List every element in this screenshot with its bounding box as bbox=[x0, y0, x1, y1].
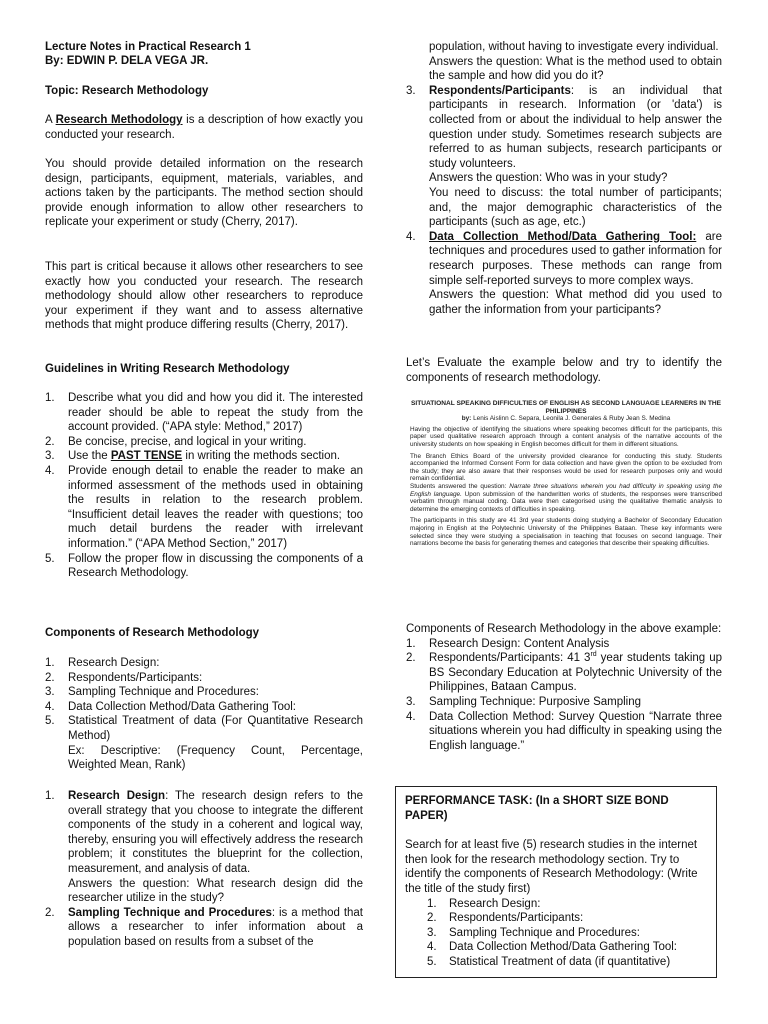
example-components bbox=[406, 622, 722, 753]
example-paragraph-4: The participants in this study are 41 3rd year students doing studying a Bachelor of Secondary Education majoring in English at the Polytechnic University of the Philippines Bataan. These key informants were selected since they were studying a specialisation in teaching that focuses on second language. Their narrations become the basis for generating themes and categories that describe their speaking difficulties. bbox=[410, 517, 722, 548]
guidelines-heading: Guidelines in Writing Research Methodology bbox=[45, 363, 290, 375]
list-item: 2. Sampling Technique and Procedures: is a method that allows a researcher to infer information about a population based on results from a subset of the bbox=[45, 906, 363, 948]
document-title: Lecture Notes in Practical Research 1 bbox=[45, 41, 251, 53]
example-paragraph-2: The Branch Ethics Board of the university provided clearance for conducting this study. Students accompanied the Informed Consent Form for data collection and have given the option to be excluded from the study; they are also aware that their responses would be used for research purposes only and would remain confidential. Students answered the question: Narrate three situations wherein you had difficulty in speaking using the English language. Upon submission of the handwritten works of students, the responses were transcribed verbatim through manual coding. Data were then categorised using the qualitative thematic analysis to determine the emerging contexts of difficulties in speaking. bbox=[410, 452, 722, 513]
example-title: SITUATIONAL SPEAKING DIFFICULTIES OF ENGLISH AS SECOND LANGUAGE LEARNERS IN THE PHILIPPINES bbox=[410, 400, 722, 415]
list-item: 1. Describe what you did and how you did it. The interested reader should be able to repeat the study from the account provided. (“APA style: Method,” 2017) bbox=[45, 392, 363, 434]
list-item: 3. Sampling Technique and Procedures: bbox=[427, 926, 640, 939]
list-item: 4. Data Collection Method/Data Gathering Tool: are techniques and procedures used to gather information for research purposes. These methods can range from simple self-reported surveys to more complex ways. Answers the question: What method did you used to gather the information from your participants? bbox=[406, 230, 722, 316]
list-item: 4. Data Collection Method/Data Gathering Tool: bbox=[45, 700, 297, 713]
past-tense-term: PAST TENSE bbox=[110, 450, 183, 463]
intro-definition: A Research Methodology is a description of how exactly you conducted your research. bbox=[45, 114, 363, 141]
list-item: 4. Data Collection Method/Data Gathering Tool: bbox=[427, 941, 678, 954]
component-details-list bbox=[45, 789, 363, 950]
example-study-excerpt bbox=[410, 400, 722, 552]
list-item: 1. Research Design: Content Analysis bbox=[406, 637, 610, 650]
author-line: By: EDWIN P. DELA VEGA JR. bbox=[45, 55, 209, 67]
components-heading: Components of Research Methodology bbox=[45, 627, 260, 639]
task-body: Search for at least five (5) research studies in the internet then look for the research methodology section. Try to identify the components of Research Methodology: (Write the title of the study first) bbox=[405, 839, 698, 895]
evaluate-instruction: Let’s Evaluate the example below and try to identify the components of research methodology. bbox=[406, 357, 722, 384]
list-item: 1. Research Design: The research design refers to the overall strategy that you choose to integrate the different components of the study in a coherent and logical way, thereby, ensuring you will effectively address the research problem; it constitutes the blueprint for the collection, measurement, and analysis of data. Answers the question: What research design did the researcher utilize in the study? bbox=[45, 790, 364, 905]
list-item: 2. Respondents/Participants: bbox=[427, 912, 584, 925]
topic-line: Topic: Research Methodology bbox=[45, 85, 209, 97]
component-details-continued bbox=[406, 40, 722, 317]
list-item: 5. Statistical Treatment of data (For Quantitative Research Method) Ex: Descriptive: (Frequency Count, Percentage, Weighted Mean, Rank) bbox=[45, 715, 363, 772]
example-authors: by: Lenis Aislinn C. Separa, Leonila J. Generales & Ruby Jean S. Medina bbox=[461, 415, 671, 423]
performance-task-box bbox=[395, 786, 717, 978]
statistical-example: Ex: Descriptive: (Frequency Count, Percentage, Weighted Mean, Rank) bbox=[68, 744, 363, 772]
example-paragraph-1: Having the objective of identifying the situations where speaking becomes difficult for the participants, this paper used qualitative research approach through a content analysis of the narrative accounts of the university students on how speaking in English becomes difficult for them in different situations. bbox=[410, 425, 722, 448]
list-item: 5. Statistical Treatment of data (if quantitative) bbox=[427, 955, 671, 968]
research-methodology-term: Research Methodology bbox=[55, 114, 183, 126]
intro-paragraph-3: This part is critical because it allows other researchers to see exactly how you conducted your research. The research methodology should allow other researchers to reproduce your experiment if they want and to assess alternative methods that might produce differing results (Cherry, 2017). bbox=[45, 261, 363, 332]
list-item: 4. Provide enough detail to enable the reader to make an informed assessment of the methods used in obtaining the results in relation to the research problem. “Insufficient detail leaves the reader with questions; too much detail burdens the reader with irrelevant information.” (“APA Method Section,” 2017) bbox=[45, 464, 363, 550]
intro-paragraph-2: You should provide detailed information on the research design, participants, equipment, materials, variables, and actions taken by the participants. The method section should provide enough information to allow other researchers to replicate your experiment or study (Cherry, 2017). bbox=[45, 158, 363, 229]
task-list bbox=[427, 897, 707, 970]
example-components-list bbox=[406, 637, 722, 754]
list-item: 2. Respondents/Participants: bbox=[45, 671, 203, 684]
list-item: 2. Respondents/Participants: 41 3rd year students taking up BS Secondary Education at Polytechnic University of the Philippines, Bataan Campus. bbox=[406, 651, 722, 694]
guidelines-list bbox=[45, 391, 363, 581]
list-item: 3. Sampling Technique: Purposive Sampling bbox=[406, 695, 642, 708]
list-item: 4. Data Collection Method: Survey Question “Narrate three situations wherein you had difficulty in speaking using the English language.” bbox=[406, 710, 722, 752]
list-item: 1. Research Design: bbox=[45, 657, 160, 669]
list-item: 1. Research Design: bbox=[427, 897, 541, 910]
list-item: population, without having to investigate every individual. Answers the question: What is the method used to obtain the sample and how did you do it? bbox=[429, 41, 722, 83]
list-item: 3. Sampling Technique and Procedures: bbox=[45, 686, 259, 699]
components-list bbox=[45, 656, 363, 773]
list-item: 2. Be concise, precise, and logical in your writing. bbox=[45, 435, 307, 448]
list-item: 3. Use the PAST TENSE in writing the methods section. bbox=[45, 450, 341, 463]
example-components-heading: Components of Research Methodology in the above example: bbox=[406, 623, 722, 635]
list-item: 5. Follow the proper flow in discussing the components of a Research Methodology. bbox=[45, 552, 363, 580]
task-title: PERFORMANCE TASK: (In a SHORT SIZE BOND PAPER) bbox=[405, 795, 669, 822]
list-item: 3. Respondents/Participants: is an individual that participants in research. Information (or 'data') is collected from or about the individual to help answer the question under study. Sometimes research subjects are referred to as human subjects, research participants or study volunteers. Answers the question: Who was in your study? You need to discuss: the total number of participants; and, the major demographic characteristics of the participants (such as age, etc.) bbox=[406, 84, 722, 229]
